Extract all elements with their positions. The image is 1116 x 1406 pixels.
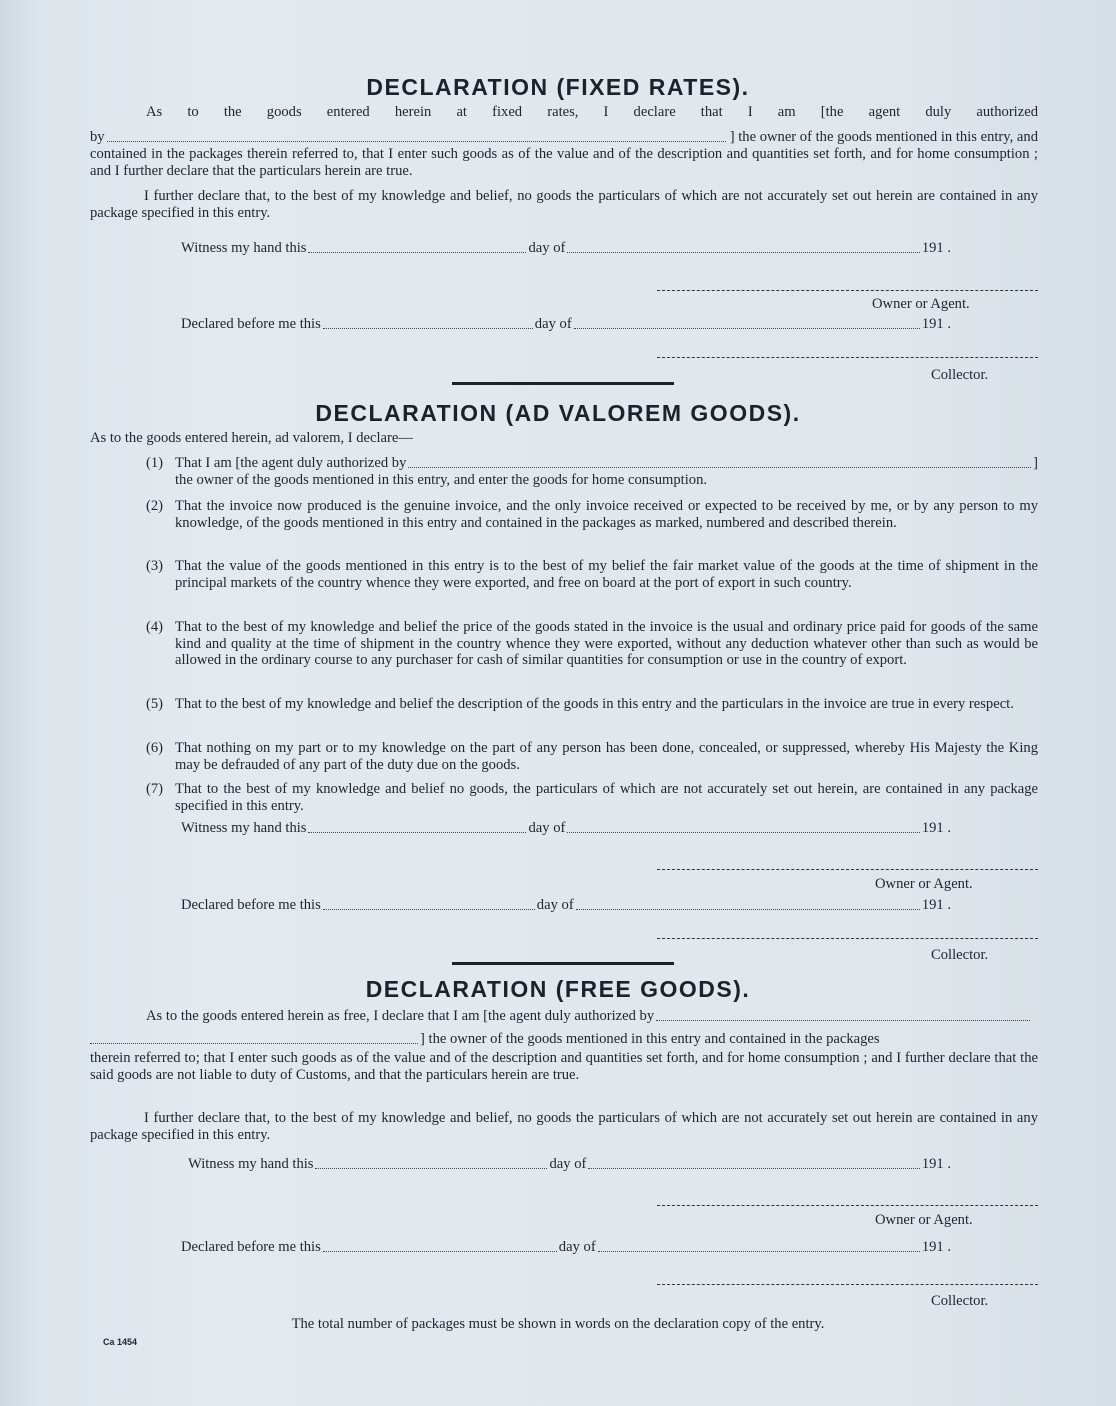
advalorem-owner-label: Owner or Agent. (875, 876, 973, 892)
free-para1-rest: therein referred to; that I enter such goods as of the value and of the description and quantities set forth, and for home consumption ; and I further declare that the said goods are not liable to duty of Customs, and that the particulars herein are true. (90, 1050, 1038, 1083)
fixed-owner-label: Owner or Agent. (872, 296, 970, 312)
advalorem-declared-day-blank[interactable] (323, 909, 535, 910)
free-witness-month-blank[interactable] (588, 1168, 919, 1169)
heading-fixed-rates: DECLARATION (FIXED RATES). (366, 74, 750, 100)
fixed-by-label: by (90, 129, 105, 145)
item-number: (6) (146, 740, 164, 756)
fixed-witness-dayof-label: day of (528, 240, 566, 256)
fixed-para1-rest: contained in the packages therein referred to, that I enter such goods as of the value and of the description and quantities set forth, and for home consumption ; and I further declare that the particulars herein are true. (90, 146, 1038, 179)
fixed-declared-dayof-label: day of (534, 316, 572, 332)
advalorem-witness-month-blank[interactable] (567, 832, 919, 833)
fixed-agent-blank[interactable] (107, 141, 726, 142)
item-6-text: That nothing on my part or to my knowledge on the part of any person has been done, concealed, or suppressed, whereby His Majesty the King may be defrauded of any part of the duty due on the goods. (175, 740, 1038, 773)
free-declared-label: Declared before me this (181, 1239, 321, 1255)
advalorem-item-6 (146, 740, 1038, 773)
free-para1-text-a: As to the goods entered herein as free, I declare that I am [the agent duly authorized by (146, 1008, 655, 1024)
advalorem-declared-year: 191 . (921, 897, 951, 913)
advalorem-witness-label: Witness my hand this (181, 820, 307, 836)
item-3-text: That the value of the goods mentioned in this entry is to the best of my belief the fair market value of the goods at the time of shipment in the principal markets of the country whence they were exported, and free on board at the port of export in such country. (175, 558, 1038, 591)
advalorem-declared-month-blank[interactable] (576, 909, 920, 910)
free-para1-line2 (90, 1031, 1038, 1048)
free-collector-signature-line[interactable] (657, 1284, 1038, 1285)
free-para2: I further declare that, to the best of my knowledge and belief, no goods the particulars of which are not accurately set out herein are contained in any package specified in this entry. (90, 1110, 1038, 1143)
fixed-declared-day-blank[interactable] (323, 328, 533, 329)
free-witness-dayof-label: day of (549, 1156, 587, 1172)
free-owner-label: Owner or Agent. (875, 1212, 973, 1228)
advalorem-intro: As to the goods entered herein, ad valorem, I declare— (90, 430, 413, 446)
heading-free-goods: DECLARATION (FREE GOODS). (365, 976, 751, 1002)
advalorem-item-2 (146, 498, 1038, 531)
fixed-declared-row (181, 316, 951, 333)
free-declared-day-blank[interactable] (323, 1251, 557, 1252)
item-number: (5) (146, 696, 164, 712)
item-5-text: That to the best of my knowledge and belief the description of the goods in this entry and the particulars in the invoice are true in every respect. (175, 696, 1014, 712)
free-witness-day-blank[interactable] (315, 1168, 547, 1169)
fixed-collector-signature-line[interactable] (657, 357, 1038, 358)
section-divider-2 (452, 962, 674, 965)
fixed-witness-year: 191 . (921, 240, 951, 256)
advalorem-witness-day-blank[interactable] (308, 832, 526, 833)
free-agent-blank-1[interactable] (656, 1020, 1030, 1021)
section-divider-1 (452, 382, 674, 385)
item-1-bracket: ] (1033, 455, 1038, 471)
free-collector-label: Collector. (931, 1293, 989, 1309)
advalorem-item-3 (146, 558, 1038, 591)
free-witness-year: 191 . (921, 1156, 951, 1172)
free-witness-label: Witness my hand this (188, 1156, 314, 1172)
item-1-text-a: That I am [the agent duly authorized by (175, 455, 407, 471)
free-declared-year: 191 . (921, 1239, 951, 1255)
free-para1-line1 (146, 1008, 1030, 1025)
fixed-para1-line1: As to the goods entered herein at fixed rates, I declare that I am [the agent duly authorized (146, 104, 1038, 120)
fixed-witness-month-blank[interactable] (567, 252, 919, 253)
free-declared-row (181, 1239, 951, 1256)
fixed-para1-line2 (90, 129, 1038, 146)
item-number: (2) (146, 498, 164, 514)
fixed-para2: I further declare that, to the best of my knowledge and belief, no goods the particulars of which are not accurately set out herein are contained in any package specified in this entry. (90, 188, 1038, 221)
item-4-text: That to the best of my knowledge and belief the price of the goods stated in the invoice is the usual and ordinary price paid for goods of the same kind and quality at the time of shipment in the country whence they were exported, without any deduction whatever other than such as would be allowed in the ordinary course to any purchaser for cash of similar quantities for consumption or use in the country of export. (175, 619, 1038, 668)
fixed-witness-day-blank[interactable] (308, 252, 526, 253)
fixed-witness-label: Witness my hand this (181, 240, 307, 256)
fixed-declared-year: 191 . (921, 316, 951, 332)
advalorem-item-4 (146, 619, 1038, 669)
advalorem-witness-row (181, 820, 951, 837)
heading-ad-valorem: DECLARATION (AD VALOREM GOODS). (315, 400, 801, 426)
item-number: (1) (146, 455, 164, 471)
fixed-owner-signature-line[interactable] (657, 290, 1038, 291)
item-number: (3) (146, 558, 164, 574)
advalorem-item-7 (146, 781, 1038, 814)
free-declared-month-blank[interactable] (598, 1251, 920, 1252)
advalorem-declared-dayof-label: day of (536, 897, 574, 913)
fixed-owner-text: ] the owner of the goods mentioned in this entry, and (729, 129, 1038, 145)
item-7-text: That to the best of my knowledge and belief no goods, the particulars of which are not accurately set out herein, are contained in any package specified in this entry. (175, 781, 1038, 814)
free-witness-row (188, 1156, 951, 1173)
advalorem-owner-signature-line[interactable] (657, 869, 1038, 870)
advalorem-declared-row (181, 897, 951, 914)
footer-note: The total number of packages must be shown in words on the declaration copy of the entry. (291, 1316, 825, 1332)
item-number: (7) (146, 781, 164, 797)
advalorem-item-1 (146, 455, 1038, 488)
form-number: Ca 1454 (103, 1337, 138, 1347)
free-para1-text-b: ] the owner of the goods mentioned in this entry and contained in the packages (420, 1031, 880, 1047)
item-1-text-b: the owner of the goods mentioned in this entry, and enter the goods for home consumption. (175, 471, 708, 488)
advalorem-item-5 (146, 696, 1038, 713)
fixed-declared-label: Declared before me this (181, 316, 321, 332)
advalorem-agent-blank[interactable] (408, 467, 1031, 468)
advalorem-declared-label: Declared before me this (181, 897, 321, 913)
advalorem-witness-year: 191 . (921, 820, 951, 836)
advalorem-collector-label: Collector. (931, 947, 989, 963)
item-2-text: That the invoice now produced is the genuine invoice, and the only invoice received or expected to be received by me, or by any person to my knowledge, of the goods mentioned in this entry and contained in the packages as marked, numbered and described therein. (175, 498, 1038, 531)
free-owner-signature-line[interactable] (657, 1205, 1038, 1206)
advalorem-collector-signature-line[interactable] (657, 938, 1038, 939)
free-declared-dayof-label: day of (558, 1239, 596, 1255)
advalorem-witness-dayof-label: day of (528, 820, 566, 836)
fixed-collector-label: Collector. (931, 367, 989, 383)
fixed-declared-month-blank[interactable] (574, 328, 920, 329)
free-agent-blank-2[interactable] (90, 1043, 418, 1044)
fixed-witness-row (181, 240, 951, 257)
item-number: (4) (146, 619, 164, 635)
